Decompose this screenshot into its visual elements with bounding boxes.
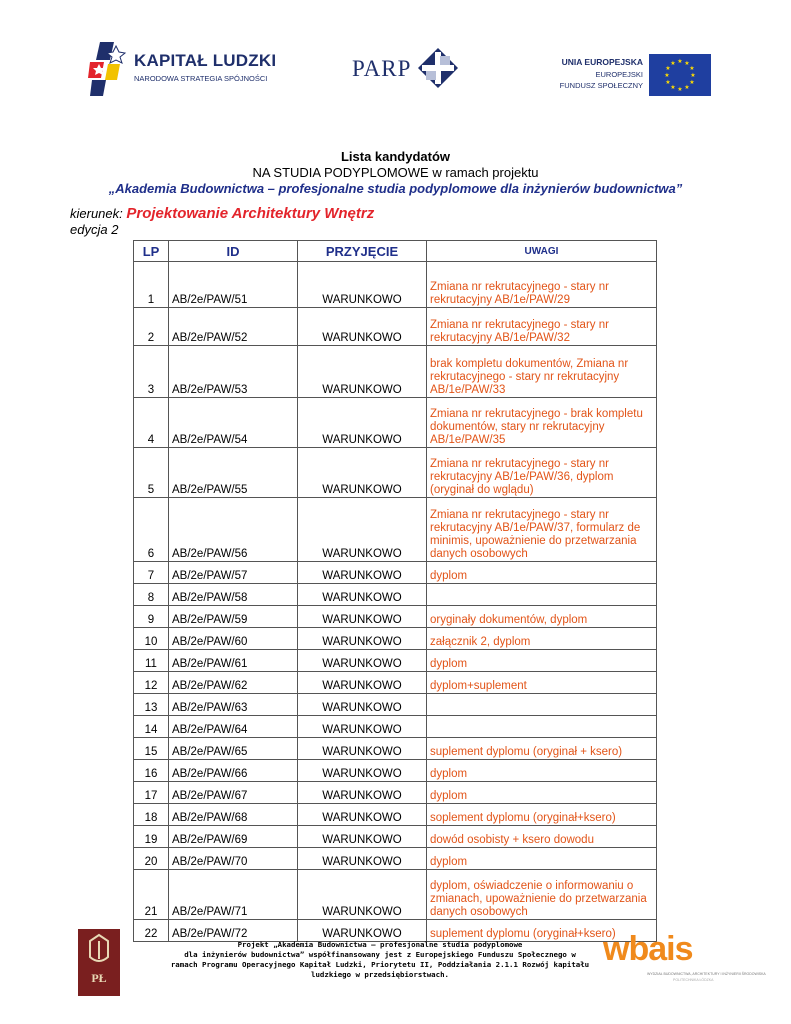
row-id: AB/2e/PAW/57	[169, 562, 298, 584]
edition: edycja 2	[70, 222, 119, 237]
row-lp: 11	[134, 650, 169, 672]
row-lp: 9	[134, 606, 169, 628]
table-row	[134, 782, 657, 804]
row-id: AB/2e/PAW/64	[169, 716, 298, 738]
row-lp: 19	[134, 826, 169, 848]
row-id: AB/2e/PAW/54	[169, 398, 298, 448]
row-status: WARUNKOWO	[298, 628, 427, 650]
row-status: WARUNKOWO	[298, 716, 427, 738]
row-lp: 1	[134, 262, 169, 308]
row-status: WARUNKOWO	[298, 848, 427, 870]
svg-text:★: ★	[690, 72, 696, 79]
table-row	[134, 308, 657, 346]
row-status: WARUNKOWO	[298, 398, 427, 448]
row-id: AB/2e/PAW/66	[169, 760, 298, 782]
row-id: AB/2e/PAW/60	[169, 628, 298, 650]
row-note: soplement dyplomu (oryginał+ksero)	[427, 804, 657, 826]
header-status: PRZYJĘCIE	[298, 241, 427, 262]
kapital-ludzki-emblem-icon	[86, 38, 132, 100]
footer-line3: ramach Programu Operacyjnego Kapitał Ludzki, Priorytetu II, Poddziałania 2.1.1 Rozwój kapitału	[170, 960, 590, 969]
row-id: AB/2e/PAW/70	[169, 848, 298, 870]
eu-logo	[540, 44, 715, 98]
table-row	[134, 672, 657, 694]
row-lp: 22	[134, 920, 169, 942]
row-id: AB/2e/PAW/71	[169, 870, 298, 920]
row-lp: 18	[134, 804, 169, 826]
footer-text	[150, 940, 610, 980]
kapital-ludzki-logo	[86, 38, 286, 100]
row-status: WARUNKOWO	[298, 920, 427, 942]
table-row	[134, 498, 657, 562]
svg-text:★: ★	[670, 84, 676, 91]
row-lp: 6	[134, 498, 169, 562]
svg-text:★: ★	[684, 84, 690, 91]
eu-line3: FUNDUSZ SPOŁECZNY	[559, 81, 643, 90]
row-status: WARUNKOWO	[298, 738, 427, 760]
table-row	[134, 398, 657, 448]
row-note: dowód osobisty + ksero dowodu	[427, 826, 657, 848]
row-status: WARUNKOWO	[298, 760, 427, 782]
row-id: AB/2e/PAW/53	[169, 346, 298, 398]
row-status: WARUNKOWO	[298, 448, 427, 498]
table-row	[134, 848, 657, 870]
row-lp: 12	[134, 672, 169, 694]
row-note: Zmiana nr rekrutacyjnego - stary nr rekrutacyjny AB/1e/PAW/36, dyplom (oryginał do wglądu)	[427, 448, 657, 498]
table-header-row	[134, 241, 657, 262]
kapital-ludzki-subtitle: NARODOWA STRATEGIA SPÓJNOŚCI	[134, 74, 268, 83]
table-row	[134, 694, 657, 716]
parp-emblem-icon	[418, 48, 458, 88]
row-note: dyplom	[427, 562, 657, 584]
svg-text:★: ★	[664, 72, 670, 79]
table-row	[134, 606, 657, 628]
svg-text:★: ★	[689, 79, 695, 86]
row-note: Zmiana nr rekrutacyjnego - stary nr rekrutacyjny AB/1e/PAW/29	[427, 262, 657, 308]
row-status: WARUNKOWO	[298, 826, 427, 848]
row-status: WARUNKOWO	[298, 672, 427, 694]
row-note: suplement dyplomu (oryginał+ksero)	[427, 920, 657, 942]
row-status: WARUNKOWO	[298, 782, 427, 804]
row-note: dyplom+suplement	[427, 672, 657, 694]
row-note	[427, 716, 657, 738]
svg-text:★: ★	[677, 86, 683, 93]
table-row	[134, 346, 657, 398]
wbais-logo-line2: POLITECHNIKA ŁÓDZKA	[673, 978, 714, 982]
row-note: dyplom	[427, 760, 657, 782]
row-lp: 20	[134, 848, 169, 870]
row-status: WARUNKOWO	[298, 694, 427, 716]
list-subtitle: NA STUDIA PODYPLOMOWE w ramach projektu	[252, 165, 539, 180]
wbais-logo	[603, 930, 766, 990]
row-note: brak kompletu dokumentów, Zmiana nr rekrutacyjnego - stary nr rekrutacyjny AB/1e/PAW/33	[427, 346, 657, 398]
row-status: WARUNKOWO	[298, 870, 427, 920]
table-row	[134, 760, 657, 782]
row-note: dyplom	[427, 782, 657, 804]
row-lp: 14	[134, 716, 169, 738]
svg-text:★: ★	[670, 60, 676, 67]
row-note: Zmiana nr rekrutacyjnego - stary nr rekrutacyjny AB/1e/PAW/37, formularz de minimis, upoważnienie do przetwarzania danych osobowych	[427, 498, 657, 562]
footer-line2: dla inżynierów budownictwa” współfinansowany jest z Europejskiego Funduszu Społecznego w	[184, 950, 576, 959]
row-id: AB/2e/PAW/63	[169, 694, 298, 716]
row-id: AB/2e/PAW/56	[169, 498, 298, 562]
row-note: załącznik 2, dyplom	[427, 628, 657, 650]
row-status: WARUNKOWO	[298, 584, 427, 606]
row-status: WARUNKOWO	[298, 606, 427, 628]
pl-logo	[78, 929, 120, 996]
table-row	[134, 716, 657, 738]
row-status: WARUNKOWO	[298, 346, 427, 398]
eu-line2: EUROPEJSKI	[595, 70, 643, 79]
table-row	[134, 262, 657, 308]
project-name: „Akademia Budownictwa – profesjonalne studia podyplomowe dla inżynierów budownictwa”	[108, 181, 683, 196]
table-row	[134, 870, 657, 920]
table-row	[134, 448, 657, 498]
row-lp: 3	[134, 346, 169, 398]
row-lp: 21	[134, 870, 169, 920]
row-note: Zmiana nr rekrutacyjnego - stary nr rekrutacyjny AB/1e/PAW/32	[427, 308, 657, 346]
eu-line1: UNIA EUROPEJSKA	[561, 57, 643, 67]
svg-text:★: ★	[665, 79, 671, 86]
svg-text:★: ★	[684, 60, 690, 67]
row-lp: 2	[134, 308, 169, 346]
row-note: dyplom, oświadczenie o informowaniu o zmianach, upoważnienie do przetwarzania danych osobowych	[427, 870, 657, 920]
row-note: dyplom	[427, 848, 657, 870]
svg-text:★: ★	[689, 65, 695, 72]
table-row	[134, 650, 657, 672]
row-lp: 5	[134, 448, 169, 498]
table-row	[134, 738, 657, 760]
row-note: Zmiana nr rekrutacyjnego - brak kompletu dokumentów, stary nr rekrutacyjny AB/1e/PAW/35	[427, 398, 657, 448]
row-status: WARUNKOWO	[298, 308, 427, 346]
row-status: WARUNKOWO	[298, 650, 427, 672]
row-id: AB/2e/PAW/51	[169, 262, 298, 308]
row-lp: 15	[134, 738, 169, 760]
table-row	[134, 628, 657, 650]
row-lp: 13	[134, 694, 169, 716]
table-row	[134, 562, 657, 584]
row-status: WARUNKOWO	[298, 498, 427, 562]
row-lp: 10	[134, 628, 169, 650]
row-id: AB/2e/PAW/58	[169, 584, 298, 606]
row-status: WARUNKOWO	[298, 262, 427, 308]
row-id: AB/2e/PAW/52	[169, 308, 298, 346]
header-id: ID	[169, 241, 298, 262]
row-id: AB/2e/PAW/67	[169, 782, 298, 804]
row-lp: 17	[134, 782, 169, 804]
candidates-table	[133, 240, 657, 942]
row-status: WARUNKOWO	[298, 804, 427, 826]
wbais-logo-line1: WYDZIAŁ BUDOWNICTWA, ARCHITEKTURY I INŻYNIERII ŚRODOWISKA	[647, 972, 766, 976]
row-note: suplement dyplomu (oryginał + ksero)	[427, 738, 657, 760]
direction-label: kierunek:	[70, 206, 127, 221]
row-note: oryginały dokumentów, dyplom	[427, 606, 657, 628]
row-lp: 16	[134, 760, 169, 782]
list-title: Lista kandydatów	[340, 149, 451, 164]
row-lp: 8	[134, 584, 169, 606]
direction-value: Projektowanie Architektury Wnętrz	[126, 205, 375, 222]
svg-text:★: ★	[665, 65, 671, 72]
svg-text:★: ★	[677, 58, 683, 65]
footer-line1: Projekt „Akademia Budownictwa – profesjonalne studia podyplomowe	[237, 940, 523, 949]
footer-line4: ludzkiego w przedsiębiorstwach.	[311, 970, 449, 979]
kapital-ludzki-title: KAPITAŁ LUDZKI	[134, 51, 277, 70]
row-id: AB/2e/PAW/62	[169, 672, 298, 694]
row-lp: 4	[134, 398, 169, 448]
row-status: WARUNKOWO	[298, 562, 427, 584]
table-body	[134, 262, 657, 942]
parp-title: PARP	[352, 56, 412, 81]
eu-flag-icon	[649, 54, 711, 96]
table-row	[134, 920, 657, 942]
parp-logo	[352, 44, 462, 88]
pl-logo-text: PŁ	[91, 971, 107, 985]
table-row	[134, 826, 657, 848]
wbais-logo-text: wbais	[603, 930, 693, 968]
row-id: AB/2e/PAW/72	[169, 920, 298, 942]
row-id: AB/2e/PAW/68	[169, 804, 298, 826]
table-row	[134, 804, 657, 826]
row-note	[427, 584, 657, 606]
row-id: AB/2e/PAW/69	[169, 826, 298, 848]
table-row	[134, 584, 657, 606]
row-lp: 7	[134, 562, 169, 584]
university-crest-icon	[78, 931, 120, 971]
row-note	[427, 694, 657, 716]
header-notes: UWAGI	[427, 241, 657, 262]
direction-line	[70, 205, 374, 222]
row-id: AB/2e/PAW/59	[169, 606, 298, 628]
header-lp: LP	[134, 241, 169, 262]
row-id: AB/2e/PAW/61	[169, 650, 298, 672]
row-note: dyplom	[427, 650, 657, 672]
row-id: AB/2e/PAW/55	[169, 448, 298, 498]
row-id: AB/2e/PAW/65	[169, 738, 298, 760]
